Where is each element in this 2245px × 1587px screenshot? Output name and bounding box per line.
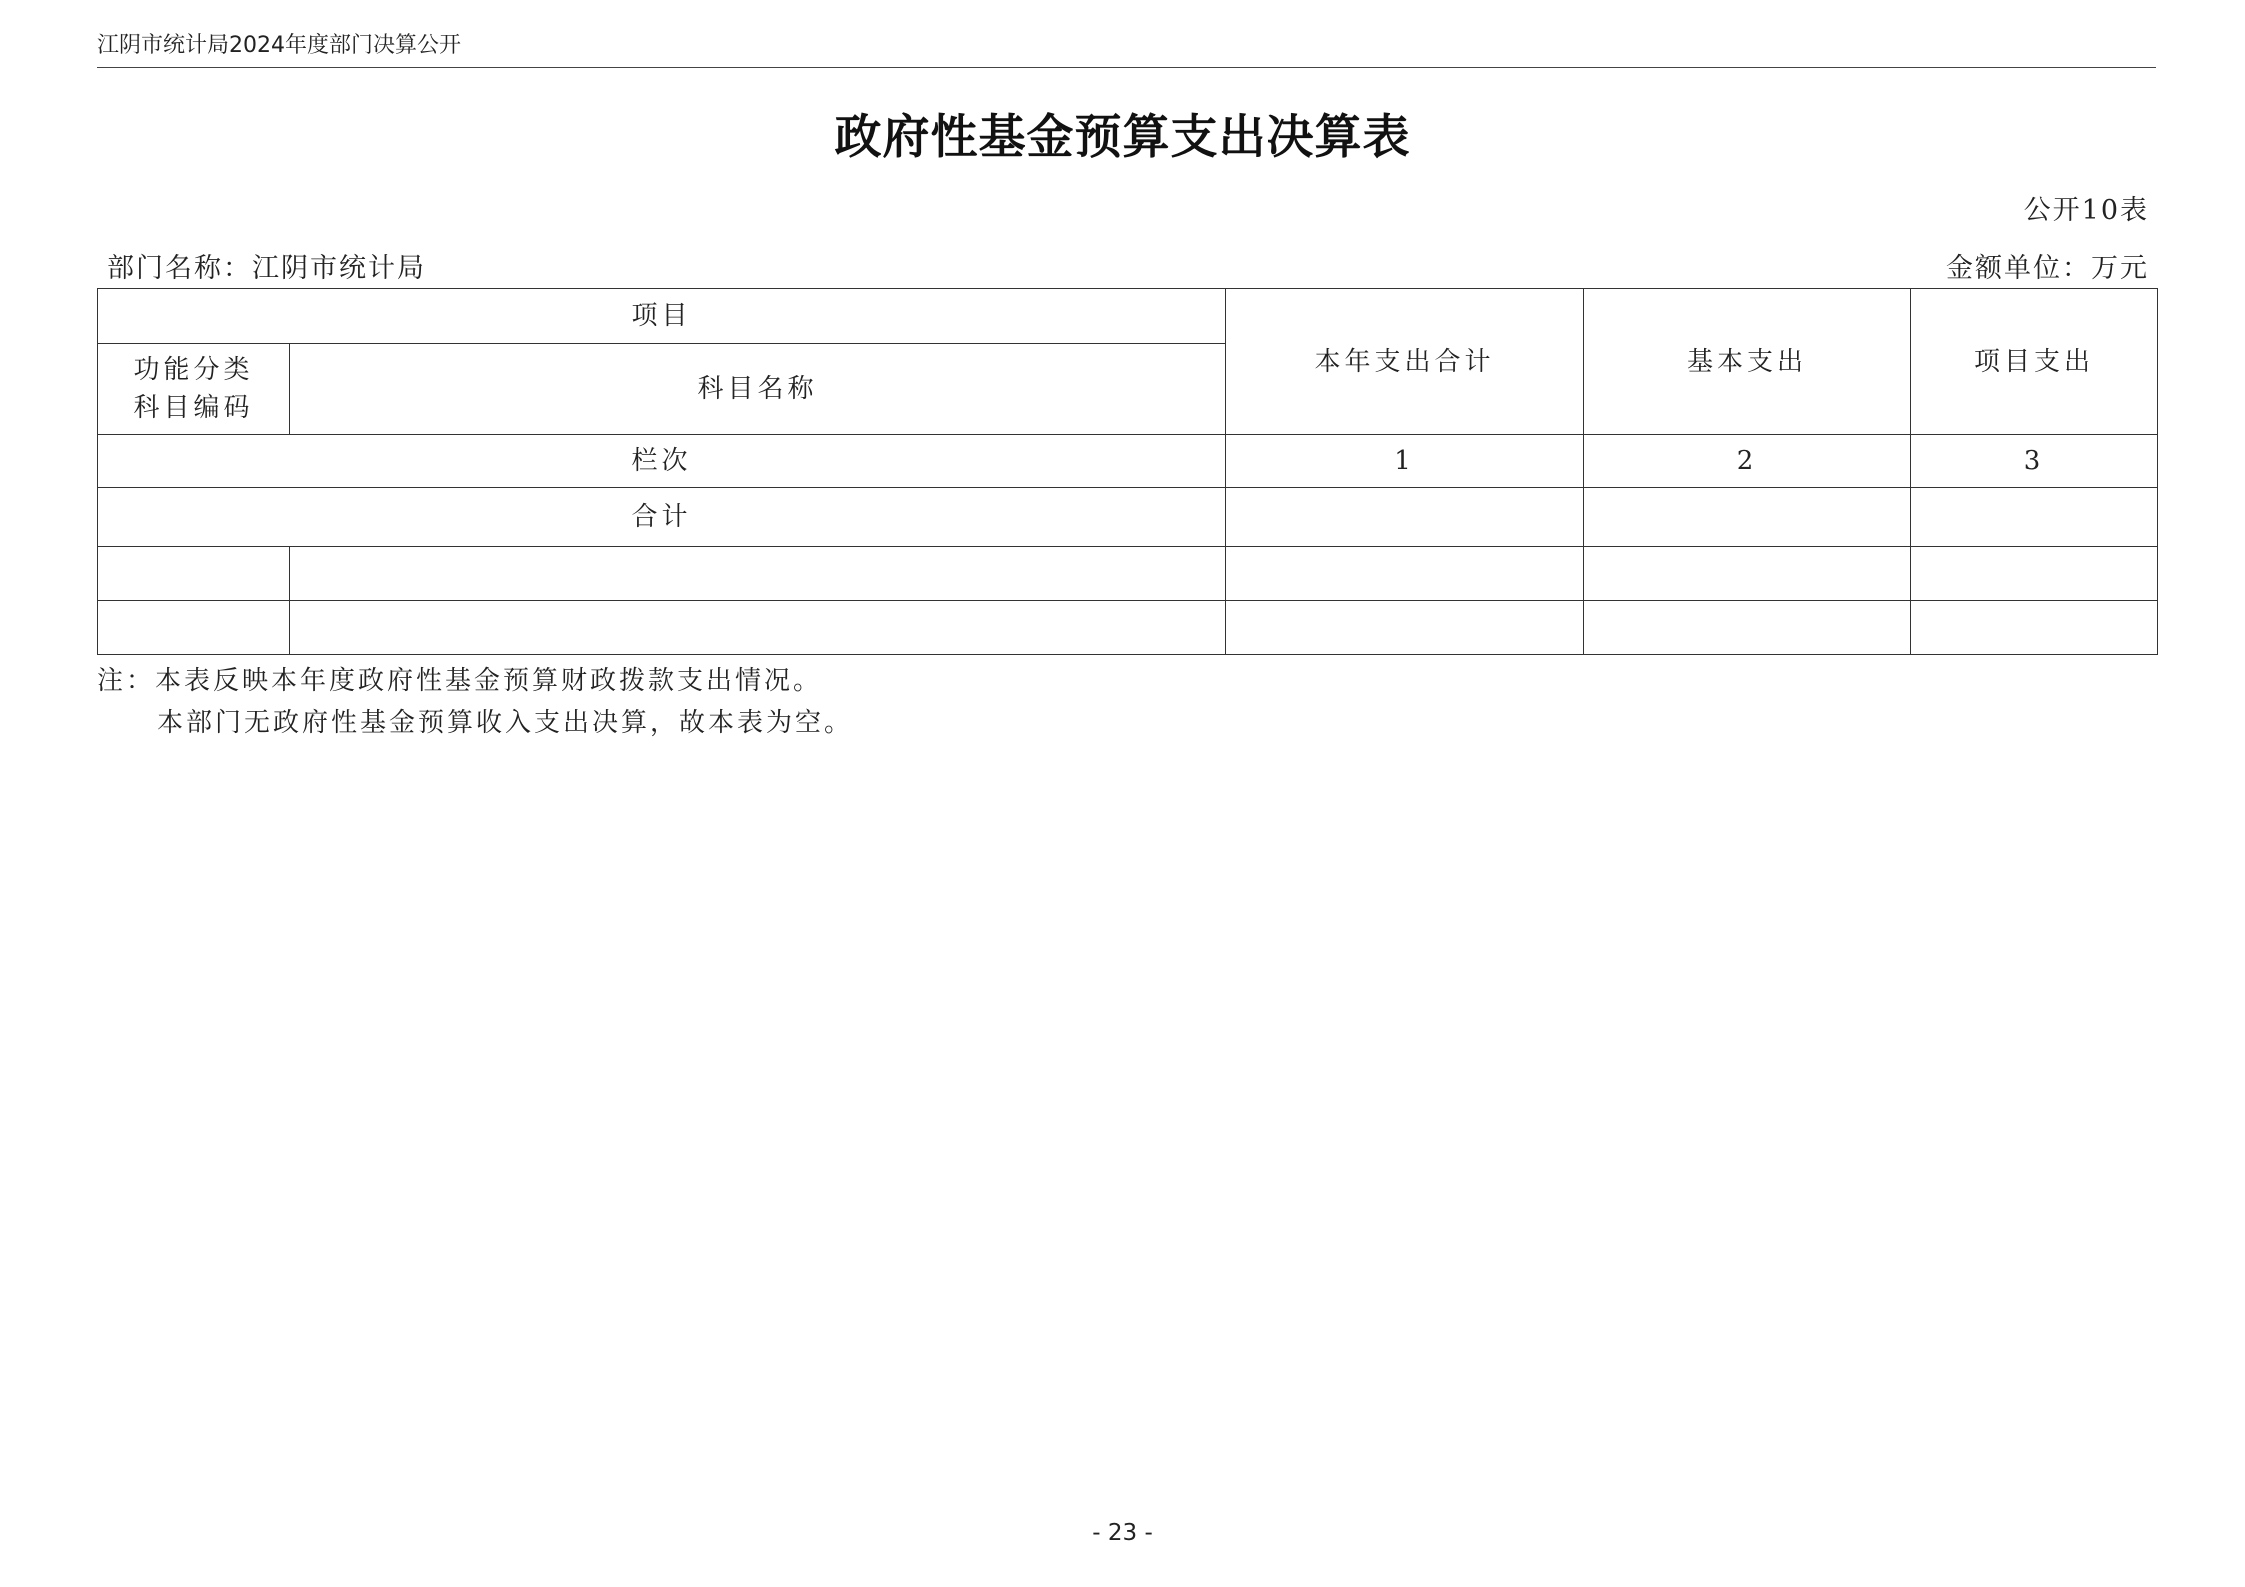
row-total-cell	[1226, 547, 1584, 601]
row-name-cell	[290, 547, 1226, 601]
note-line-1: 注：本表反映本年度政府性基金预算财政拨款支出情况。	[97, 666, 823, 696]
page-number: - 23 -	[1092, 1520, 1153, 1546]
row-code-cell	[98, 601, 290, 655]
page-header-title: 江阴市统计局2024年度部门决算公开	[97, 33, 461, 58]
row-code-cell	[98, 547, 290, 601]
header-total-expense: 本年支出合计	[1226, 289, 1584, 435]
column-index-row	[98, 435, 2158, 488]
total-row	[98, 488, 2158, 547]
header-divider	[97, 67, 2156, 68]
row-basic-cell	[1584, 547, 1911, 601]
column-index-1: 1	[1226, 435, 1584, 488]
row-project-cell	[1911, 547, 2158, 601]
table-header-row	[98, 289, 2158, 344]
header-basic-expense: 基本支出	[1584, 289, 1911, 435]
row-name-cell	[290, 601, 1226, 655]
department-label: 部门名称：江阴市统计局	[107, 253, 426, 284]
column-index-2: 2	[1584, 435, 1911, 488]
table-notes	[97, 660, 853, 744]
form-number: 公开10表	[2023, 195, 2149, 226]
document-title: 政府性基金预算支出决算表	[834, 110, 1411, 165]
total-basic-cell	[1584, 488, 1911, 547]
header-project: 项目	[98, 289, 1226, 344]
header-project-expense: 项目支出	[1911, 289, 2158, 435]
row-basic-cell	[1584, 601, 1911, 655]
column-index-3: 3	[1911, 435, 2158, 488]
header-subject-name: 科目名称	[290, 344, 1226, 435]
table-row	[98, 547, 2158, 601]
total-expense-cell	[1226, 488, 1584, 547]
row-total-cell	[1226, 601, 1584, 655]
total-project-cell	[1911, 488, 2158, 547]
column-index-label: 栏次	[98, 435, 1226, 488]
unit-label: 金额单位：万元	[1946, 253, 2149, 284]
table-row	[98, 601, 2158, 655]
total-label: 合计	[98, 488, 1226, 547]
note-line-2: 本部门无政府性基金预算收入支出决算，故本表为空。	[157, 708, 854, 738]
header-function-code-line2: 科目编码	[133, 393, 254, 423]
row-project-cell	[1911, 601, 2158, 655]
header-function-code	[98, 344, 290, 435]
header-function-code-line1: 功能分类	[133, 355, 254, 385]
budget-table	[97, 288, 2158, 655]
